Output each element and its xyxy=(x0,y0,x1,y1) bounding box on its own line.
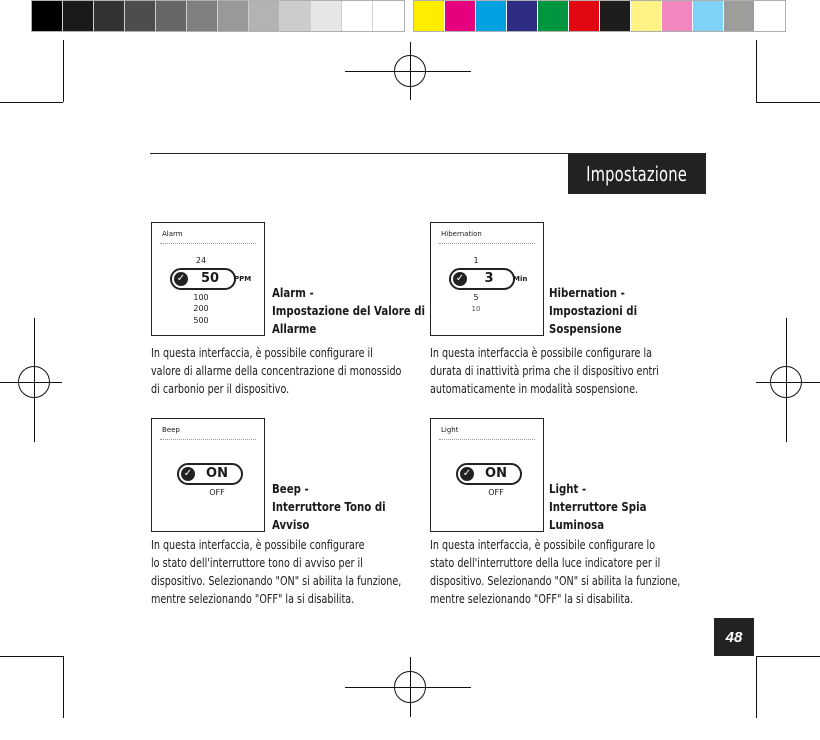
selected-value: ON xyxy=(485,466,507,481)
option-above: 24 xyxy=(195,256,207,265)
check-icon: ✓ xyxy=(453,272,467,286)
color-swatch-9 xyxy=(693,1,724,31)
color-swatch-8 xyxy=(662,1,693,31)
crop-mark xyxy=(756,656,820,657)
unit-label: Min xyxy=(513,275,528,283)
crop-mark xyxy=(63,40,64,102)
unit-label: PPM xyxy=(234,275,252,283)
color-swatch-10 xyxy=(724,1,755,31)
screen-divider xyxy=(439,243,535,244)
screen-title: Light xyxy=(441,426,459,434)
alarm-screen xyxy=(151,222,265,336)
color-swatch-3 xyxy=(507,1,538,31)
light-description: In questa interfaccia, è possibile configurare lo stato dell'interruttore della luce indicatore per il dispositivo. Selezionando "ON" si abilita la funzione, mentre selezionando "OFF" la si disabilita. xyxy=(430,538,681,606)
crop-mark xyxy=(756,102,820,103)
registration-line xyxy=(786,318,787,442)
gray-swatch-3 xyxy=(125,1,156,31)
option-off: OFF xyxy=(488,488,504,497)
hibernation-title: Hibernation - Impostazioni di Sospensione xyxy=(549,286,638,336)
process-color-bar xyxy=(414,1,755,31)
selected-value: 50 xyxy=(200,271,220,286)
gray-swatch-10 xyxy=(342,1,373,31)
crop-mark xyxy=(63,656,64,718)
selector-pill xyxy=(449,268,515,290)
screen-divider xyxy=(160,243,256,244)
light-screen xyxy=(430,418,544,532)
crop-mark xyxy=(756,40,757,102)
color-swatch-0 xyxy=(414,1,445,31)
alarm-description: In questa interfaccia, è possibile configurare il valore di allarme della concentrazione di monossido di carbonio per il dispositivo. xyxy=(151,346,402,396)
gray-scale-bar xyxy=(32,1,373,31)
screen-title: Alarm xyxy=(162,230,183,238)
registration-line xyxy=(410,42,411,100)
color-swatch-2 xyxy=(476,1,507,31)
hibernation-screen xyxy=(430,222,544,336)
check-icon: ✓ xyxy=(460,467,474,481)
gray-swatch-8 xyxy=(280,1,311,31)
screen-title: Beep xyxy=(162,426,180,434)
color-swatch-6 xyxy=(600,1,631,31)
gray-swatch-2 xyxy=(94,1,125,31)
toggle-pill xyxy=(456,463,522,485)
color-swatch-4 xyxy=(538,1,569,31)
beep-screen xyxy=(151,418,265,532)
gray-swatch-5 xyxy=(187,1,218,31)
registration-line xyxy=(756,382,820,383)
screen-title: Hibernation xyxy=(441,230,482,238)
registration-line xyxy=(345,71,471,72)
section-title: Impostazione xyxy=(568,153,706,194)
check-icon: ✓ xyxy=(181,467,195,481)
color-swatch-5 xyxy=(569,1,600,31)
option-off: OFF xyxy=(209,488,225,497)
gray-swatch-7 xyxy=(249,1,280,31)
crop-mark xyxy=(0,656,63,657)
gray-swatch-4 xyxy=(156,1,187,31)
beep-description: In questa interfaccia, è possibile configurare lo stato dell'interruttore tono di avviso per il dispositivo. Selezionando "ON" si abilita la funzione, mentre selezionando "OFF" la si disabilita. xyxy=(151,538,402,606)
crop-mark xyxy=(756,656,757,718)
hibernation-description: In questa interfaccia è possibile configurare la durata di inattività prima che il dispositivo entri automaticamente in modalità sospensione. xyxy=(430,346,659,396)
beep-title: Beep - Interruttore Tono di Avviso xyxy=(272,482,386,532)
gray-swatch-1 xyxy=(63,1,94,31)
option-above: 1 xyxy=(473,256,479,265)
gray-swatch-0 xyxy=(32,1,63,31)
gray-swatch-6 xyxy=(218,1,249,31)
option-below-2: 200 xyxy=(193,304,209,313)
registration-line xyxy=(34,318,35,442)
crop-mark xyxy=(0,102,63,103)
check-icon: ✓ xyxy=(174,272,188,286)
option-below-2: 10 xyxy=(471,305,481,313)
gray-swatch-9 xyxy=(311,1,342,31)
alarm-title: Alarm - Impostazione del Valore di Allarme xyxy=(272,286,426,336)
toggle-pill xyxy=(177,463,243,485)
option-below-1: 100 xyxy=(193,293,209,302)
page-number: 48 xyxy=(714,618,754,656)
selected-value: ON xyxy=(206,466,228,481)
option-below-3: 500 xyxy=(193,316,209,325)
selected-value: 3 xyxy=(484,271,494,286)
registration-line xyxy=(345,687,471,688)
option-below-1: 5 xyxy=(473,293,479,302)
registration-line xyxy=(410,657,411,717)
color-swatch-7 xyxy=(631,1,662,31)
screen-divider xyxy=(439,439,535,440)
screen-divider xyxy=(160,439,256,440)
light-title: Light - Interruttore Spia Luminosa xyxy=(549,482,647,532)
color-swatch-1 xyxy=(445,1,476,31)
registration-line xyxy=(0,382,62,383)
selector-pill xyxy=(170,268,236,290)
